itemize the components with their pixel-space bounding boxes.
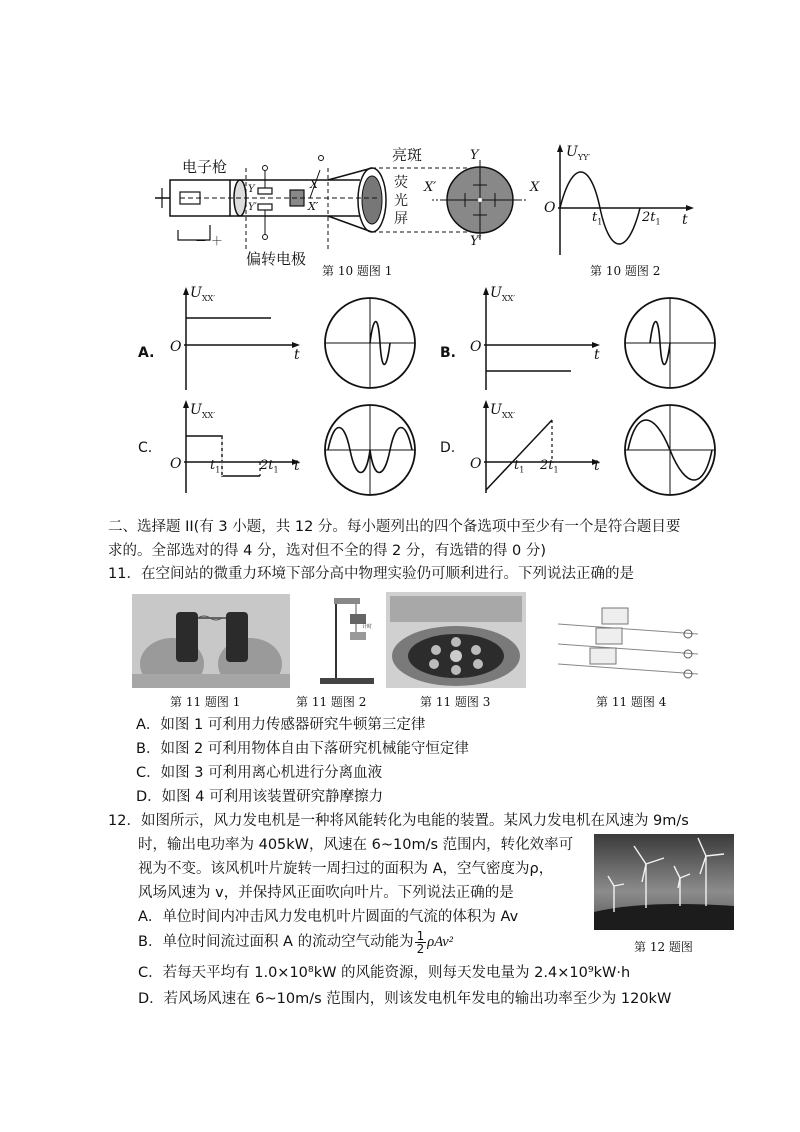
option-d-letter: D. bbox=[440, 440, 456, 456]
q11-fig4-photo bbox=[548, 594, 708, 686]
option-c-letter: C. bbox=[138, 440, 153, 456]
label-x-right: X bbox=[530, 180, 540, 195]
label-y-plate: Y bbox=[248, 184, 255, 195]
q11-fig2-photo bbox=[316, 594, 378, 686]
q12-stem-line1: 12．如图所示，风力发电机是一种将风能转化为电能的装置。某风力发电机在风速为 9m/s bbox=[108, 813, 689, 829]
section2-header-line2: 求的。全部选对的得 4 分，选对但不全的得 2 分，有选错的得 0 分) bbox=[108, 543, 546, 559]
q12-wind-turbine-photo bbox=[594, 834, 734, 930]
fig2-2t1: $2t_1$ bbox=[642, 210, 661, 227]
option-a-ylabel: $U_{XX'}$ bbox=[190, 285, 216, 303]
label-screen-2: 光 bbox=[394, 193, 408, 209]
q10-figure2 bbox=[540, 140, 710, 260]
q11-option-c[interactable]: C．如图 3 可利用离心机进行分离血液 bbox=[136, 765, 383, 781]
q12-stem-line4: 风场风速为 v，并保持风正面吹向叶片。下列说法正确的是 bbox=[138, 885, 514, 901]
option-a-screen bbox=[320, 293, 420, 393]
centrifuge-image bbox=[386, 592, 526, 688]
label-deflection-plates: 偏转电极 bbox=[246, 250, 307, 268]
label-xp-left: X′ bbox=[424, 180, 437, 195]
q10-fig2-caption: 第 10 题图 2 bbox=[590, 264, 661, 278]
fig2-origin: O bbox=[544, 200, 556, 216]
q12-stem-line3: 视为不变。该风机叶片旋转一周扫过的面积为 A，空气密度为ρ， bbox=[138, 861, 554, 877]
label-screen-1: 荧 bbox=[394, 175, 408, 191]
option-c-screen bbox=[320, 400, 420, 500]
q12-option-b-formula: ρAv² bbox=[427, 934, 454, 951]
q10-option-d[interactable] bbox=[430, 398, 730, 518]
option-b-xlabel: t bbox=[594, 347, 600, 363]
label-xp-plate: X′ bbox=[308, 200, 319, 213]
option-b-ylabel: $U_{XX'}$ bbox=[490, 285, 516, 303]
q12-option-a[interactable]: A．单位时间内冲击风力发电机叶片圆面的气流的体积为 Av bbox=[138, 909, 519, 925]
section2-header-line1: 二、选择题 II(有 3 小题，共 12 分。每小题列出的四个备选项中至少有一个是符合题目要 bbox=[108, 519, 681, 535]
label-y-top: Y bbox=[470, 148, 479, 163]
q11-option-d[interactable]: D．如图 4 可利用该装置研究静摩擦力 bbox=[136, 789, 384, 805]
option-c-uxx-square bbox=[186, 436, 260, 476]
option-d-origin: O bbox=[470, 456, 482, 472]
fraction-denominator: 2 bbox=[416, 942, 425, 956]
q11-fig3-caption: 第 11 题图 3 bbox=[420, 695, 491, 709]
option-d-uxx-ramp bbox=[486, 420, 552, 490]
svg-text:计时: 计时 bbox=[362, 625, 373, 630]
option-d-xlabel: t bbox=[594, 458, 600, 474]
q11-fig2-caption: 第 11 题图 2 bbox=[296, 695, 367, 709]
label-x-plate: X bbox=[310, 178, 318, 191]
option-a-xlabel: t bbox=[294, 347, 300, 363]
force-sensors-image bbox=[132, 594, 290, 688]
q11-option-a[interactable]: A．如图 1 可利用力传感器研究牛顿第三定律 bbox=[136, 717, 426, 733]
option-b-letter: B. bbox=[440, 345, 456, 361]
q11-fig1-caption: 第 11 题图 1 bbox=[170, 695, 241, 709]
fig2-ylabel: $U_{YY'}$ bbox=[566, 144, 591, 162]
option-c-xlabel: t bbox=[294, 458, 300, 474]
option-c-ylabel: $U_{XX'}$ bbox=[190, 402, 216, 420]
option-c-t1: $t_1$ bbox=[210, 458, 221, 475]
label-electron-gun: 电子枪 bbox=[182, 158, 228, 176]
free-fall-apparatus-image bbox=[316, 594, 378, 686]
q11-fig3-photo bbox=[386, 592, 526, 688]
carts-on-track-image bbox=[548, 594, 708, 686]
option-b-screen bbox=[620, 293, 720, 393]
q12-figure-caption: 第 12 题图 bbox=[634, 940, 693, 954]
q10-option-b[interactable] bbox=[430, 285, 730, 405]
q12-option-c[interactable]: C．若每天平均有 1.0×10⁸kW 的风能资源，则每天发电量为 2.4×10⁹kW·h bbox=[138, 965, 631, 981]
q11-stem: 11．在空间站的微重力环境下部分高中物理实验仍可顺利进行。下列说法正确的是 bbox=[108, 566, 634, 582]
option-c-origin: O bbox=[170, 456, 182, 472]
label-yp-bottom: Y′ bbox=[470, 234, 482, 249]
label-minus-plus: － ＋ bbox=[195, 234, 223, 248]
q12-option-d[interactable]: D．若风场风速在 6~10m/s 范围内，则该发电机年发电的输出功率至少为 120kW bbox=[138, 991, 672, 1007]
option-d-2t1: $2t_1$ bbox=[540, 458, 559, 475]
wind-turbines-image bbox=[594, 834, 734, 930]
fig2-t1: $t_1$ bbox=[592, 210, 603, 227]
option-a-letter: A. bbox=[138, 345, 155, 361]
option-b-origin: O bbox=[470, 339, 482, 355]
q12-option-b[interactable] bbox=[138, 930, 453, 955]
q10-fig1-caption: 第 10 题图 1 bbox=[322, 264, 393, 278]
q11-option-b[interactable]: B．如图 2 可利用物体自由下落研究机械能守恒定律 bbox=[136, 741, 469, 757]
q10-option-a[interactable] bbox=[130, 285, 430, 405]
label-yp-plate: Y′ bbox=[248, 202, 257, 213]
q10-option-c[interactable] bbox=[130, 398, 430, 518]
fig2-xlabel: t bbox=[682, 212, 688, 228]
option-c-2t1: $2t_1$ bbox=[260, 458, 279, 475]
label-screen-3: 屏 bbox=[394, 211, 408, 227]
option-d-ylabel: $U_{XX'}$ bbox=[490, 402, 516, 420]
option-a-origin: O bbox=[170, 339, 182, 355]
q12-option-b-fraction bbox=[415, 930, 427, 955]
q12-stem-line2: 时，输出电功率为 405kW，风速在 6~10m/s 范围内，转化效率可 bbox=[138, 837, 574, 853]
option-d-t1: $t_1$ bbox=[514, 458, 525, 475]
fraction-numerator: 1 bbox=[416, 929, 425, 943]
q11-fig4-caption: 第 11 题图 4 bbox=[596, 695, 667, 709]
option-d-screen bbox=[620, 400, 720, 500]
q11-fig1-photo bbox=[132, 594, 290, 688]
q12-option-b-text: B．单位时间流过面积 A 的流动空气动能为 bbox=[138, 934, 414, 951]
label-bright-spot: 亮斑 bbox=[392, 146, 423, 164]
